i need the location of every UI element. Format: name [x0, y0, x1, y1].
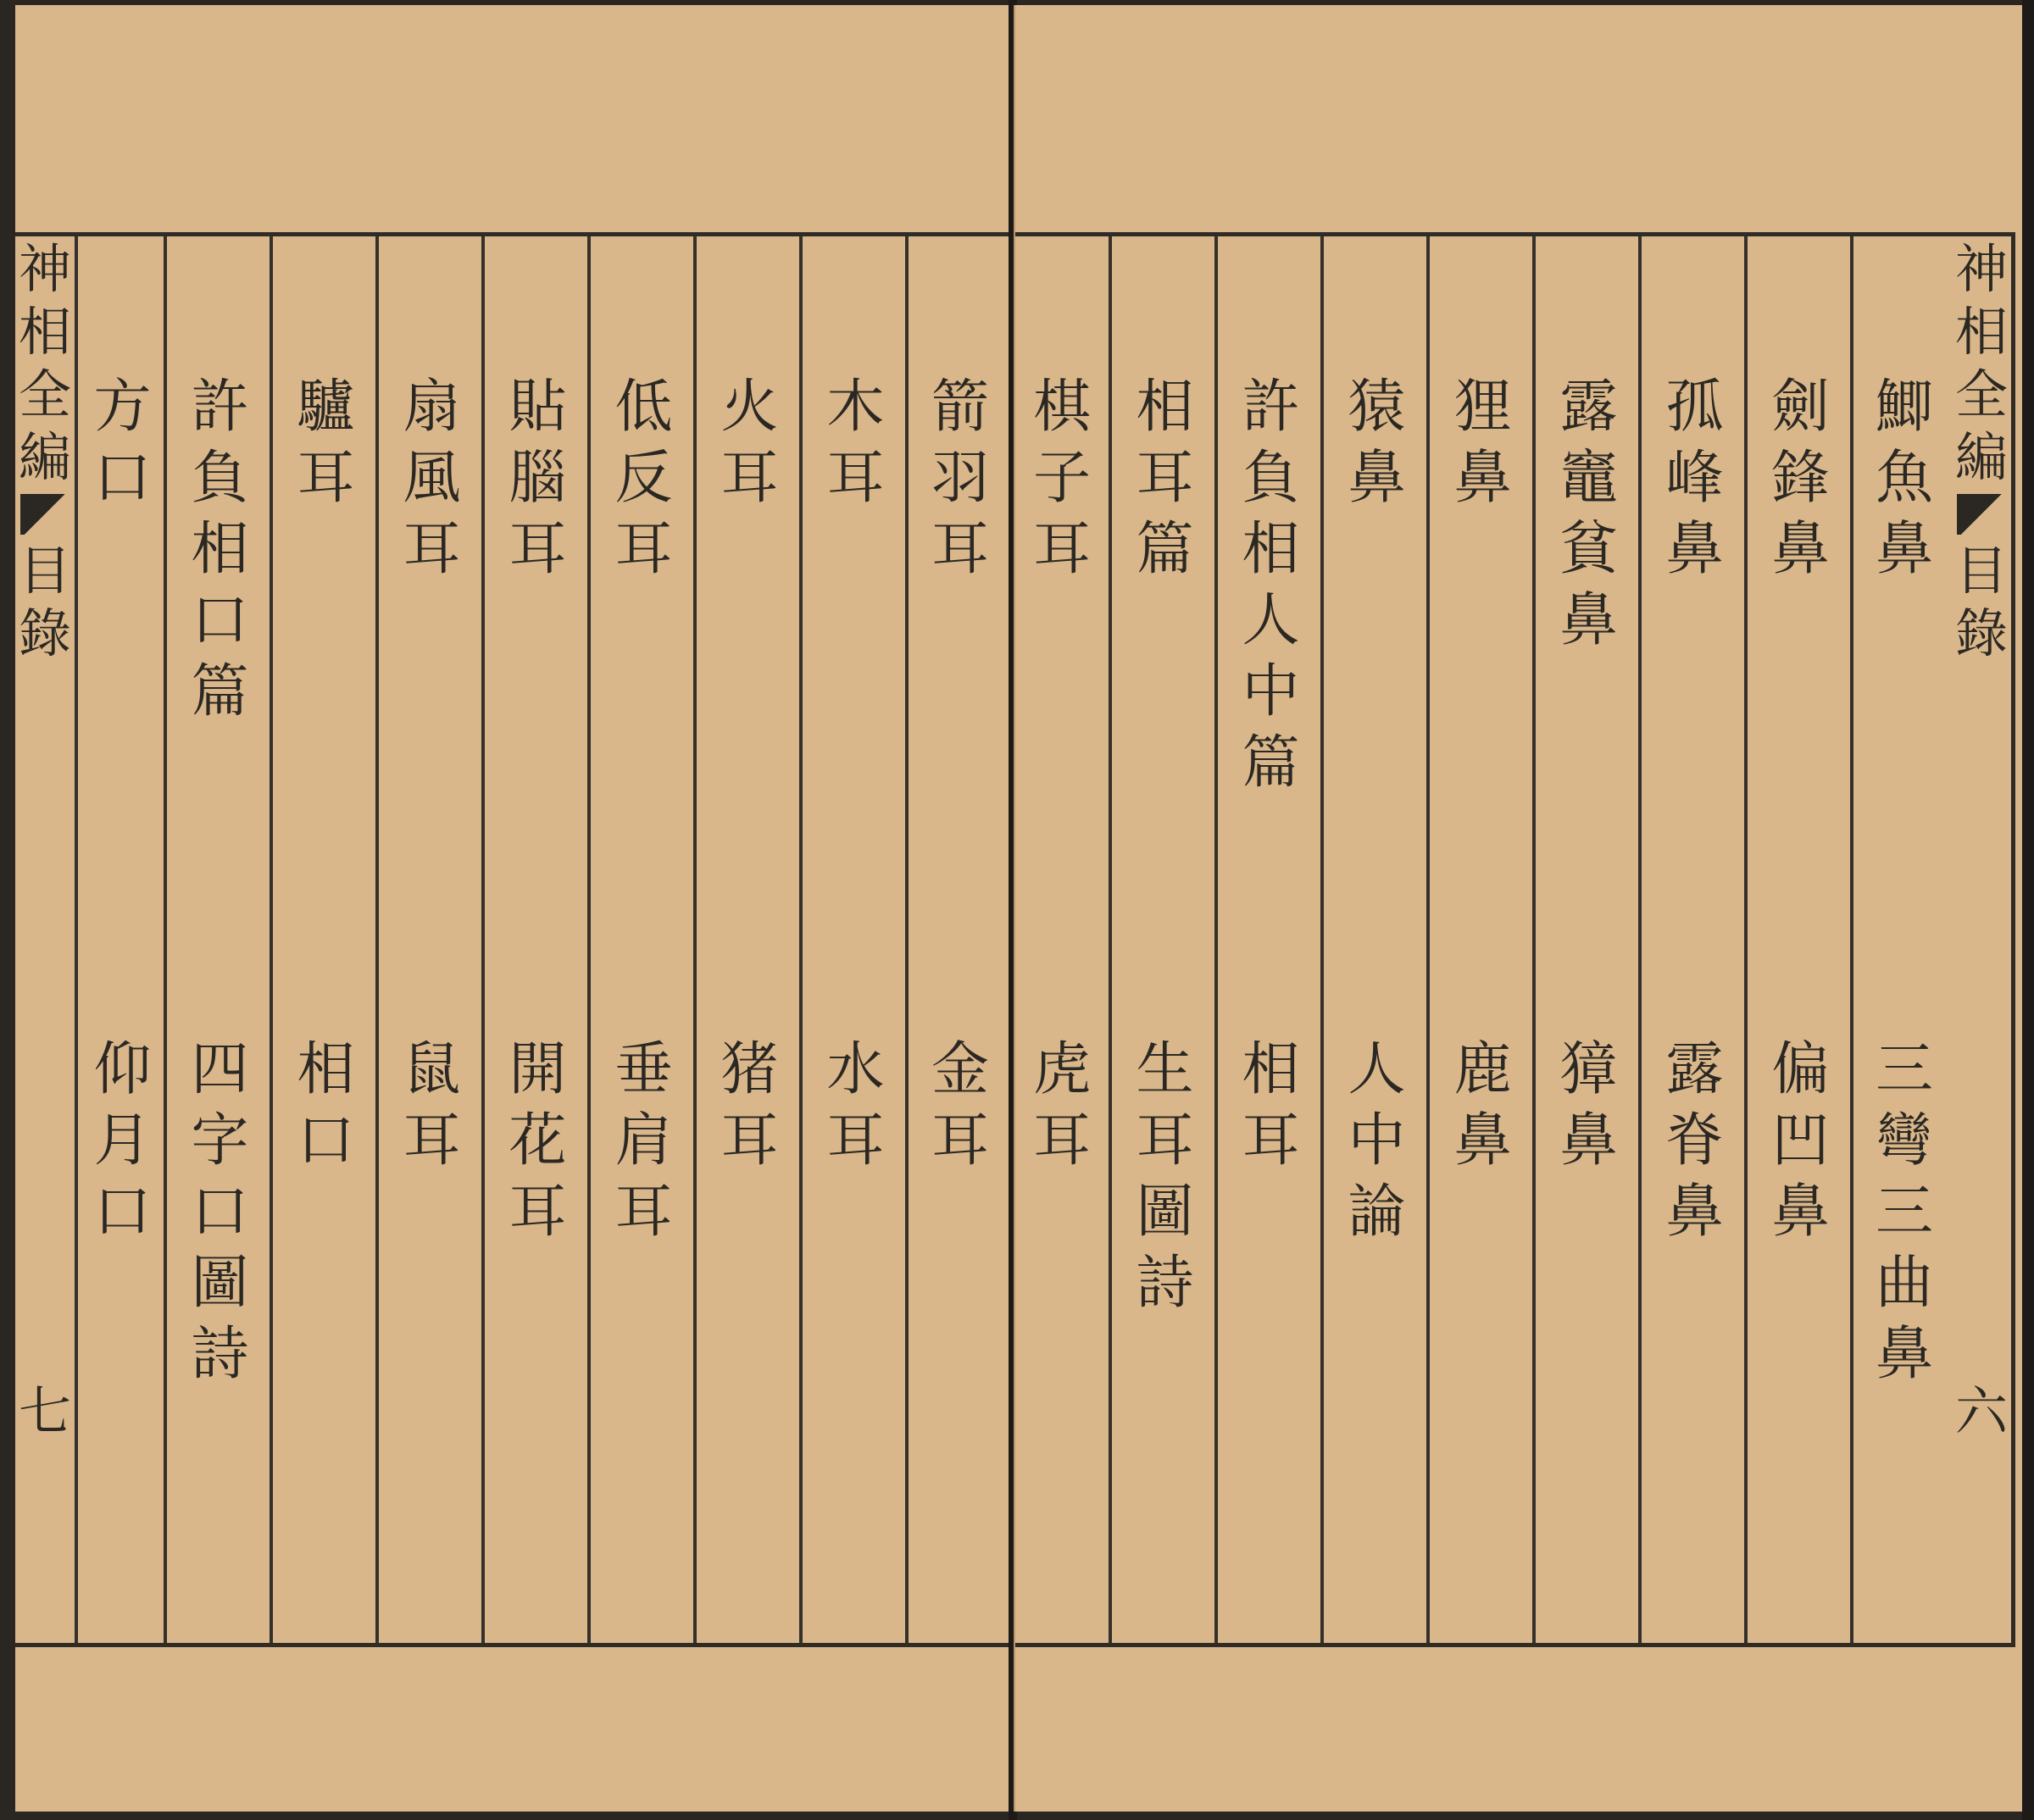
banxin-title-text: 神 相 全 編 [18, 238, 71, 488]
col-top-text: 低 反 耳 [614, 374, 673, 583]
col-top-text: 猿 鼻 [1348, 374, 1406, 512]
left-col-8 [164, 236, 273, 1643]
col-top-text: 狸 鼻 [1453, 374, 1512, 512]
col-bottom-text: 相 口 [297, 1036, 355, 1174]
banxin-folio: 七 [18, 1380, 71, 1442]
col-bottom-text: 獐 鼻 [1559, 1036, 1618, 1174]
col-top-text: 許 負 相 口 篇 [191, 374, 249, 725]
left-col-4 [587, 236, 697, 1643]
right-frame [1015, 232, 2015, 1647]
col-bottom-text: 仰 月 口 [93, 1036, 152, 1246]
col-top-text: 許 負 相 人 中 篇 [1242, 374, 1300, 796]
right-col-9 [1015, 236, 1109, 1643]
left-col-3 [693, 236, 803, 1643]
fish-tail-mark [1957, 494, 2006, 535]
banxin-title-text: 神 相 全 編 [1954, 238, 2008, 488]
banxin-folio: 六 [1954, 1380, 2008, 1442]
right-edge-binding [2022, 0, 2034, 1820]
right-col-1 [1850, 236, 1955, 1643]
left-col-9 [75, 236, 167, 1643]
col-bottom-text: 猪 耳 [720, 1036, 779, 1174]
banxin-title [1952, 238, 2011, 665]
col-bottom-text: 相 耳 [1242, 1036, 1300, 1174]
left-col-1 [905, 236, 1012, 1643]
col-top-text: 孤 峰 鼻 [1665, 374, 1724, 583]
col-bottom-text: 垂 肩 耳 [614, 1036, 673, 1246]
right-col-5 [1426, 236, 1536, 1643]
col-bottom-text: 鹿 鼻 [1453, 1036, 1512, 1174]
col-bottom-text: 開 花 耳 [508, 1036, 567, 1246]
col-top-text: 箭 羽 耳 [931, 374, 989, 583]
right-col-8 [1109, 236, 1218, 1643]
left-col-7 [270, 236, 379, 1643]
col-top-text: 棋 子 耳 [1032, 374, 1091, 583]
right-page [1014, 5, 2024, 1812]
col-top-text: 相 耳 篇 [1136, 374, 1194, 583]
col-bottom-text: 人 中 論 [1348, 1036, 1406, 1246]
col-top-text: 火 耳 [720, 374, 779, 512]
col-top-text: 方 口 [93, 374, 152, 512]
col-top-text: 鯽 魚 鼻 [1875, 374, 1933, 583]
left-col-2 [799, 236, 909, 1643]
col-top-text: 露 竈 貧 鼻 [1559, 374, 1618, 654]
col-bottom-text: 水 耳 [826, 1036, 885, 1174]
right-banxin [1952, 236, 2011, 1643]
right-col-3 [1638, 236, 1748, 1643]
col-top-text: 木 耳 [826, 374, 885, 512]
col-bottom-text: 生 耳 圖 詩 [1136, 1036, 1194, 1317]
col-top-text: 驢 耳 [297, 374, 355, 512]
left-banxin [15, 236, 75, 1643]
fish-tail-mark [20, 494, 69, 535]
left-page [15, 5, 1010, 1812]
left-col-5 [481, 236, 591, 1643]
banxin-section-text: 目 錄 [18, 540, 71, 664]
col-top-text: 扇 風 耳 [403, 374, 461, 583]
left-col-6 [375, 236, 485, 1643]
col-bottom-text: 虎 耳 [1032, 1036, 1091, 1174]
col-bottom-text: 金 耳 [931, 1036, 989, 1174]
col-bottom-text: 三 彎 三 曲 鼻 [1875, 1036, 1933, 1388]
banxin-section-text: 目 錄 [1954, 540, 2008, 664]
col-top-text: 劍 鋒 鼻 [1771, 374, 1830, 583]
col-top-text: 貼 腦 耳 [508, 374, 567, 583]
col-bottom-text: 四 字 口 圖 詩 [191, 1036, 249, 1388]
col-bottom-text: 偏 凹 鼻 [1771, 1036, 1830, 1246]
col-bottom-text: 鼠 耳 [403, 1036, 461, 1174]
left-frame [15, 232, 1009, 1647]
right-col-6 [1320, 236, 1430, 1643]
right-col-2 [1744, 236, 1853, 1643]
right-col-4 [1532, 236, 1642, 1643]
col-bottom-text: 露 脊 鼻 [1665, 1036, 1724, 1246]
right-col-7 [1214, 236, 1324, 1643]
banxin-title [15, 238, 75, 665]
